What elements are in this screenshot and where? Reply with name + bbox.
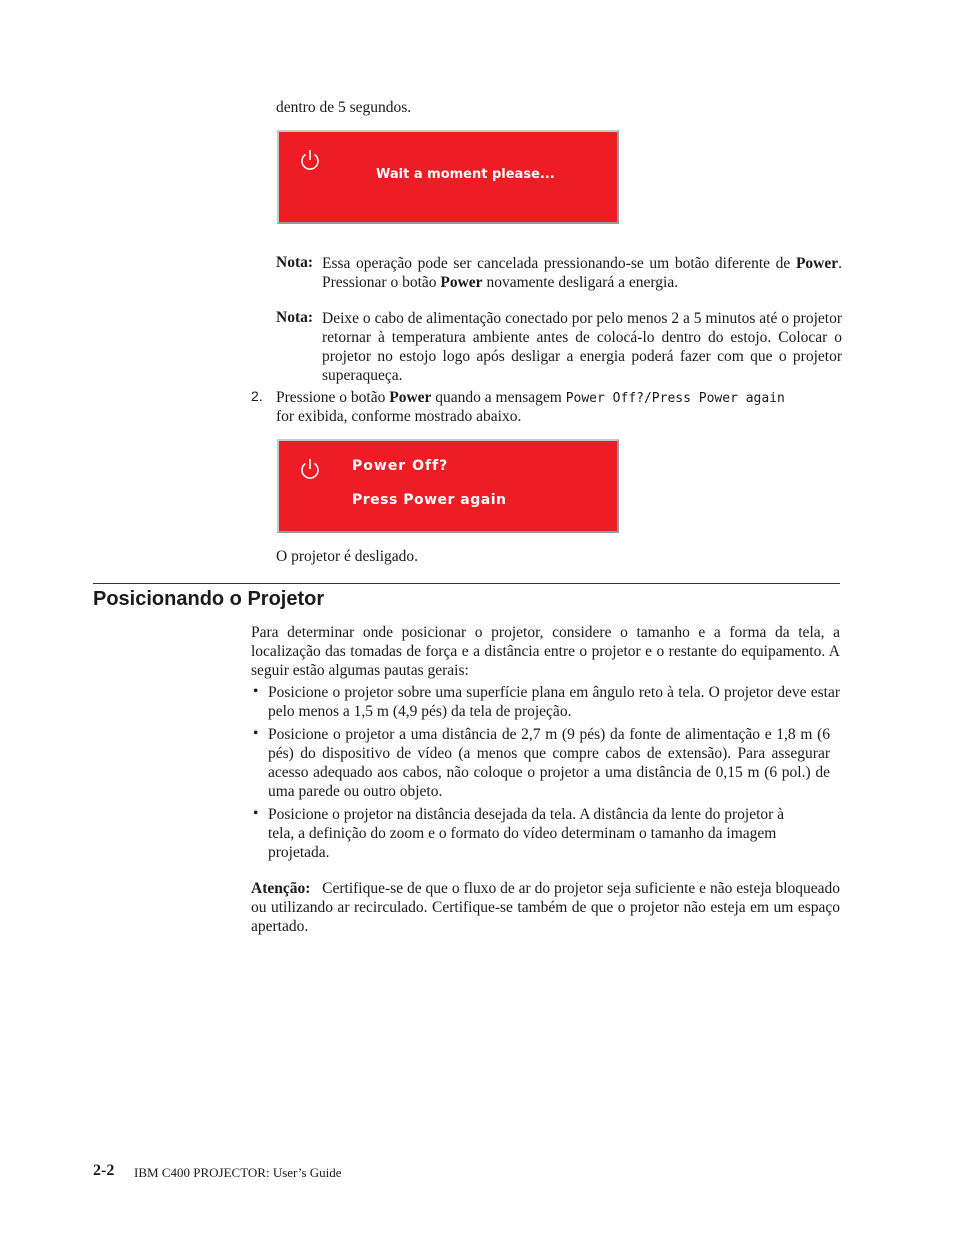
section-intro: Para determinar onde posicionar o projetor, considere o tamanho e a forma da tela, a localização das tomadas de força e a distância entre o projetor e o restante do equipamento. A seguir estão algumas pautas gerais: bbox=[251, 624, 840, 679]
osd-wait-message: Wait a moment please... bbox=[376, 167, 555, 182]
power-icon bbox=[299, 457, 321, 481]
note-label: Nota: bbox=[276, 309, 314, 326]
step-text-continued: for exibida, conforme mostrado abaixo. bbox=[276, 408, 522, 425]
attention-label: Atenção: bbox=[251, 880, 311, 897]
osd-power-off-line2: Press Power again bbox=[352, 492, 507, 508]
bullet-symbol: • bbox=[253, 725, 259, 742]
attention-text: Certifique-se de que o fluxo de ar do projetor seja suficiente e não esteja bloqueado ou utilizando ar recirculado. Certifique-se também de que o projetor não esteja em um espaço apertado. bbox=[251, 880, 841, 935]
osd-wait-screen bbox=[277, 130, 619, 224]
result-text: O projetor é desligado. bbox=[276, 548, 419, 565]
osd-power-off-line1: Power Off? bbox=[352, 458, 449, 474]
note-label: Nota: bbox=[276, 254, 314, 271]
section-divider bbox=[93, 583, 840, 584]
list-item: Posicione o projetor sobre uma superfície plana em ângulo reto à tela. O projetor deve estar pelo menos a 1,5 m (4,9 pés) da tela de projeção. bbox=[268, 684, 840, 720]
footer-title: IBM C400 PROJECTOR: User’s Guide bbox=[134, 1165, 342, 1180]
page-number: 2-2 bbox=[93, 1162, 115, 1179]
note-text: Essa operação pode ser cancelada pressionando-se um botão diferente de Power. Pressionar o botão Power novamente desligará a energia. bbox=[322, 255, 842, 291]
intro-line: dentro de 5 segundos. bbox=[276, 99, 412, 116]
section-title: Posicionando o Projetor bbox=[93, 588, 325, 610]
step-number: 2. bbox=[251, 388, 263, 404]
attention-notice bbox=[251, 879, 840, 936]
bullet-symbol: • bbox=[253, 683, 259, 700]
list-item: Posicione o projetor a uma distância de 2,7 m (9 pés) da fonte de alimentação e 1,8 m (6 pés) do dispositivo de vídeo (a menos que compre cabos de extensão). Para assegurar acesso adequado aos cabos, não coloque o projetor a uma distância de 0,15 m (6 pol.) de uma parede ou outro objeto. bbox=[268, 726, 830, 800]
power-icon bbox=[299, 148, 321, 172]
osd-power-off-screen bbox=[277, 439, 619, 533]
note-text: Deixe o cabo de alimentação conectado por pelo menos 2 a 5 minutos até o projetor retornar à temperatura ambiente antes de colocá-lo dentro do estojo. Colocar o projetor no estojo logo após desligar a energia poderá fazer com que o projetor superaqueça. bbox=[322, 310, 842, 384]
step-text: Pressione o botão Power quando a mensagem Power Off?/Press Power again bbox=[276, 389, 785, 406]
list-item: Posicione o projetor na distância desejada da tela. A distância da lente do projetor à tela, a definição do zoom e o formato do vídeo determinam o tamanho da imagem projetada. bbox=[268, 806, 785, 861]
bullet-symbol: • bbox=[253, 805, 259, 822]
